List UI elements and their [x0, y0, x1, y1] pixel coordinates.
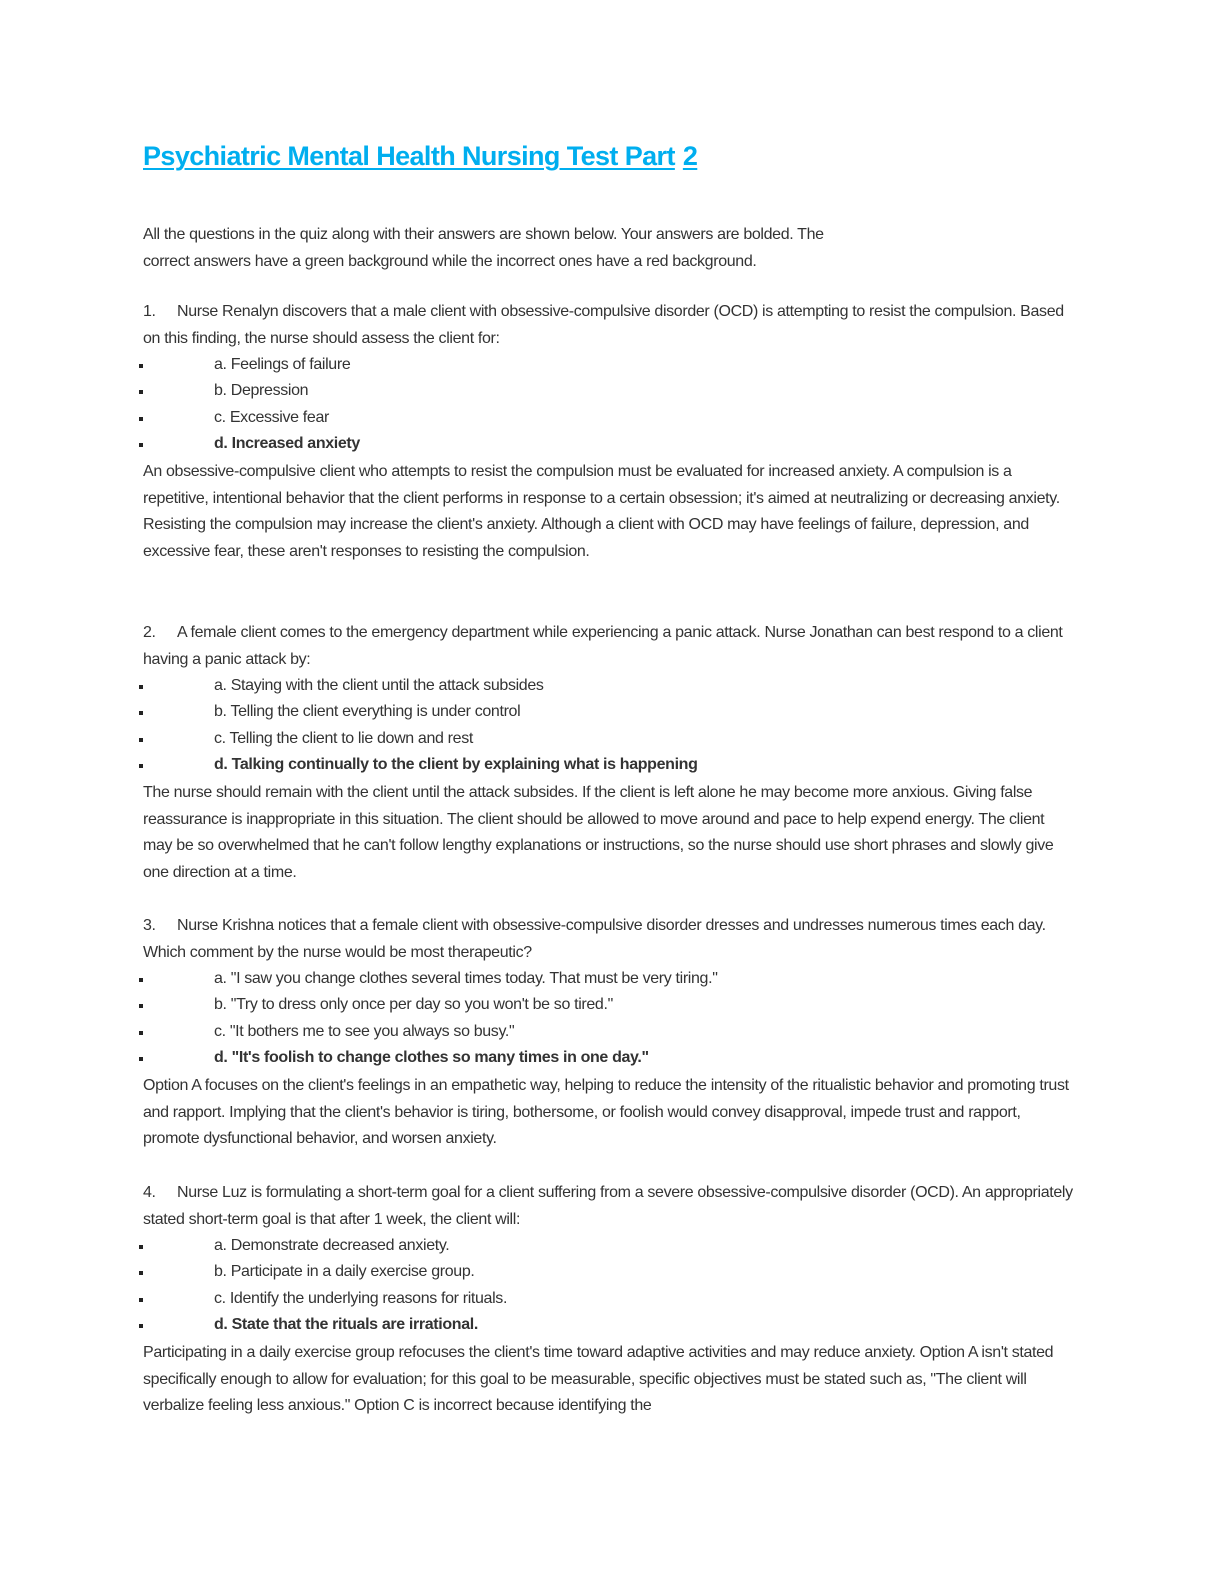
bullet-icon — [139, 1057, 143, 1061]
question-number: 4. — [143, 1184, 156, 1201]
bullet-icon — [139, 417, 143, 421]
question-number: 1. — [143, 303, 156, 320]
question-1 — [143, 299, 1073, 565]
intro-line-2: correct answers have a green background while the incorrect ones have a red background. — [143, 253, 757, 270]
answer-rationale: Option A focuses on the client's feelings in an empathetic way, helping to reduce the intensity of the ritualistic behavior and promoting trust and rapport. Implying that the client's behavior is tiring, bothersome, or foolish would convey disapproval, impede trust and rapport, promote dysfunctional behavior, and worsen anxiety. — [143, 1077, 1069, 1148]
option-c[interactable]: c. Telling the client to lie down and rest — [143, 726, 1073, 752]
answer-options — [143, 352, 1073, 457]
bullet-icon — [139, 685, 143, 689]
option-b[interactable]: b. "Try to dress only once per day so you won't be so tired." — [143, 992, 1073, 1018]
answer-rationale: The nurse should remain with the client until the attack subsides. If the client is left alone he may become more anxious. Giving false reassurance is inappropriate in this situation. The client should be allowed to move around and pace to help expend energy. The client may be so overwhelmed that he can't follow lengthy explanations or instructions, so the nurse should use short phrases and slowly give one direction at a time. — [143, 784, 1054, 881]
question-4 — [143, 1180, 1073, 1420]
option-a[interactable]: a. Staying with the client until the attack subsides — [143, 673, 1073, 699]
answer-rationale: An obsessive-compulsive client who attempts to resist the compulsion must be evaluated for increased anxiety. A compulsion is a repetitive, intentional behavior that the client performs in response to a certain obsession; it's aimed at neutralizing or decreasing anxiety. Resisting the compulsion may increase the client's anxiety. Although a client with OCD may have feelings of failure, depression, and excessive fear, these aren't responses to resisting the compulsion. — [143, 463, 1060, 560]
bullet-icon — [139, 1245, 143, 1249]
bullet-icon — [139, 443, 143, 447]
question-text: 2. A female client comes to the emergency department while experiencing a panic attack. Nurse Jonathan can best respond to a client having a panic attack by: — [143, 620, 1073, 673]
intro-paragraph — [143, 221, 1073, 275]
title-part-number-link[interactable]: 2 — [682, 141, 698, 171]
option-c[interactable]: c. Identify the underlying reasons for rituals. — [143, 1286, 1073, 1312]
answer-options — [143, 1233, 1073, 1338]
option-d-selected[interactable]: d. Increased anxiety — [143, 431, 1073, 457]
option-c[interactable]: c. "It bothers me to see you always so busy." — [143, 1019, 1073, 1045]
title-link[interactable]: Psychiatric Mental Health Nursing Test Part — [143, 141, 675, 171]
question-2 — [143, 620, 1073, 886]
bullet-icon — [139, 764, 143, 768]
option-d-selected[interactable]: d. Talking continually to the client by explaining what is happening — [143, 752, 1073, 778]
question-text: 3. Nurse Krishna notices that a female client with obsessive-compulsive disorder dresses and undresses numerous times each day. Which comment by the nurse would be most therapeutic? — [143, 913, 1073, 966]
bullet-icon — [139, 711, 143, 715]
answer-options — [143, 673, 1073, 778]
bullet-icon — [139, 390, 143, 394]
question-text: 4. Nurse Luz is formulating a short-term goal for a client suffering from a severe obsessive-compulsive disorder (OCD). An appropriately stated short-term goal is that after 1 week, the client will: — [143, 1180, 1073, 1233]
option-a[interactable]: a. "I saw you change clothes several times today. That must be very tiring." — [143, 966, 1073, 992]
bullet-icon — [139, 364, 143, 368]
question-text: 1. Nurse Renalyn discovers that a male client with obsessive-compulsive disorder (OCD) is attempting to resist the compulsion. Based on this finding, the nurse should assess the client for: — [143, 299, 1073, 352]
option-c[interactable]: c. Excessive fear — [143, 405, 1073, 431]
question-number: 2. — [143, 624, 156, 641]
option-b[interactable]: b. Depression — [143, 378, 1073, 404]
answer-options — [143, 966, 1073, 1071]
answer-rationale: Participating in a daily exercise group refocuses the client's time toward adaptive activities and may reduce anxiety. Option A isn't stated specifically enough to allow for evaluation; for this goal to be measurable, specific objectives must be stated such as, "The client will verbalize feeling less anxious." Option C is incorrect because identifying the — [143, 1344, 1054, 1415]
option-a[interactable]: a. Feelings of failure — [143, 352, 1073, 378]
question-3 — [143, 913, 1073, 1153]
option-b[interactable]: b. Telling the client everything is under control — [143, 699, 1073, 725]
bullet-icon — [139, 1271, 143, 1275]
bullet-icon — [139, 1298, 143, 1302]
bullet-icon — [139, 1324, 143, 1328]
bullet-icon — [139, 1031, 143, 1035]
question-number: 3. — [143, 917, 156, 934]
bullet-icon — [139, 1004, 143, 1008]
bullet-icon — [139, 978, 143, 982]
bullet-icon — [139, 738, 143, 742]
page-title — [143, 141, 697, 172]
option-d-selected[interactable]: d. State that the rituals are irrational. — [143, 1312, 1073, 1338]
option-b[interactable]: b. Participate in a daily exercise group. — [143, 1259, 1073, 1285]
option-a[interactable]: a. Demonstrate decreased anxiety. — [143, 1233, 1073, 1259]
option-d-selected[interactable]: d. "It's foolish to change clothes so many times in one day." — [143, 1045, 1073, 1071]
intro-line-1: All the questions in the quiz along with their answers are shown below. Your answers are bolded. The — [143, 226, 824, 243]
